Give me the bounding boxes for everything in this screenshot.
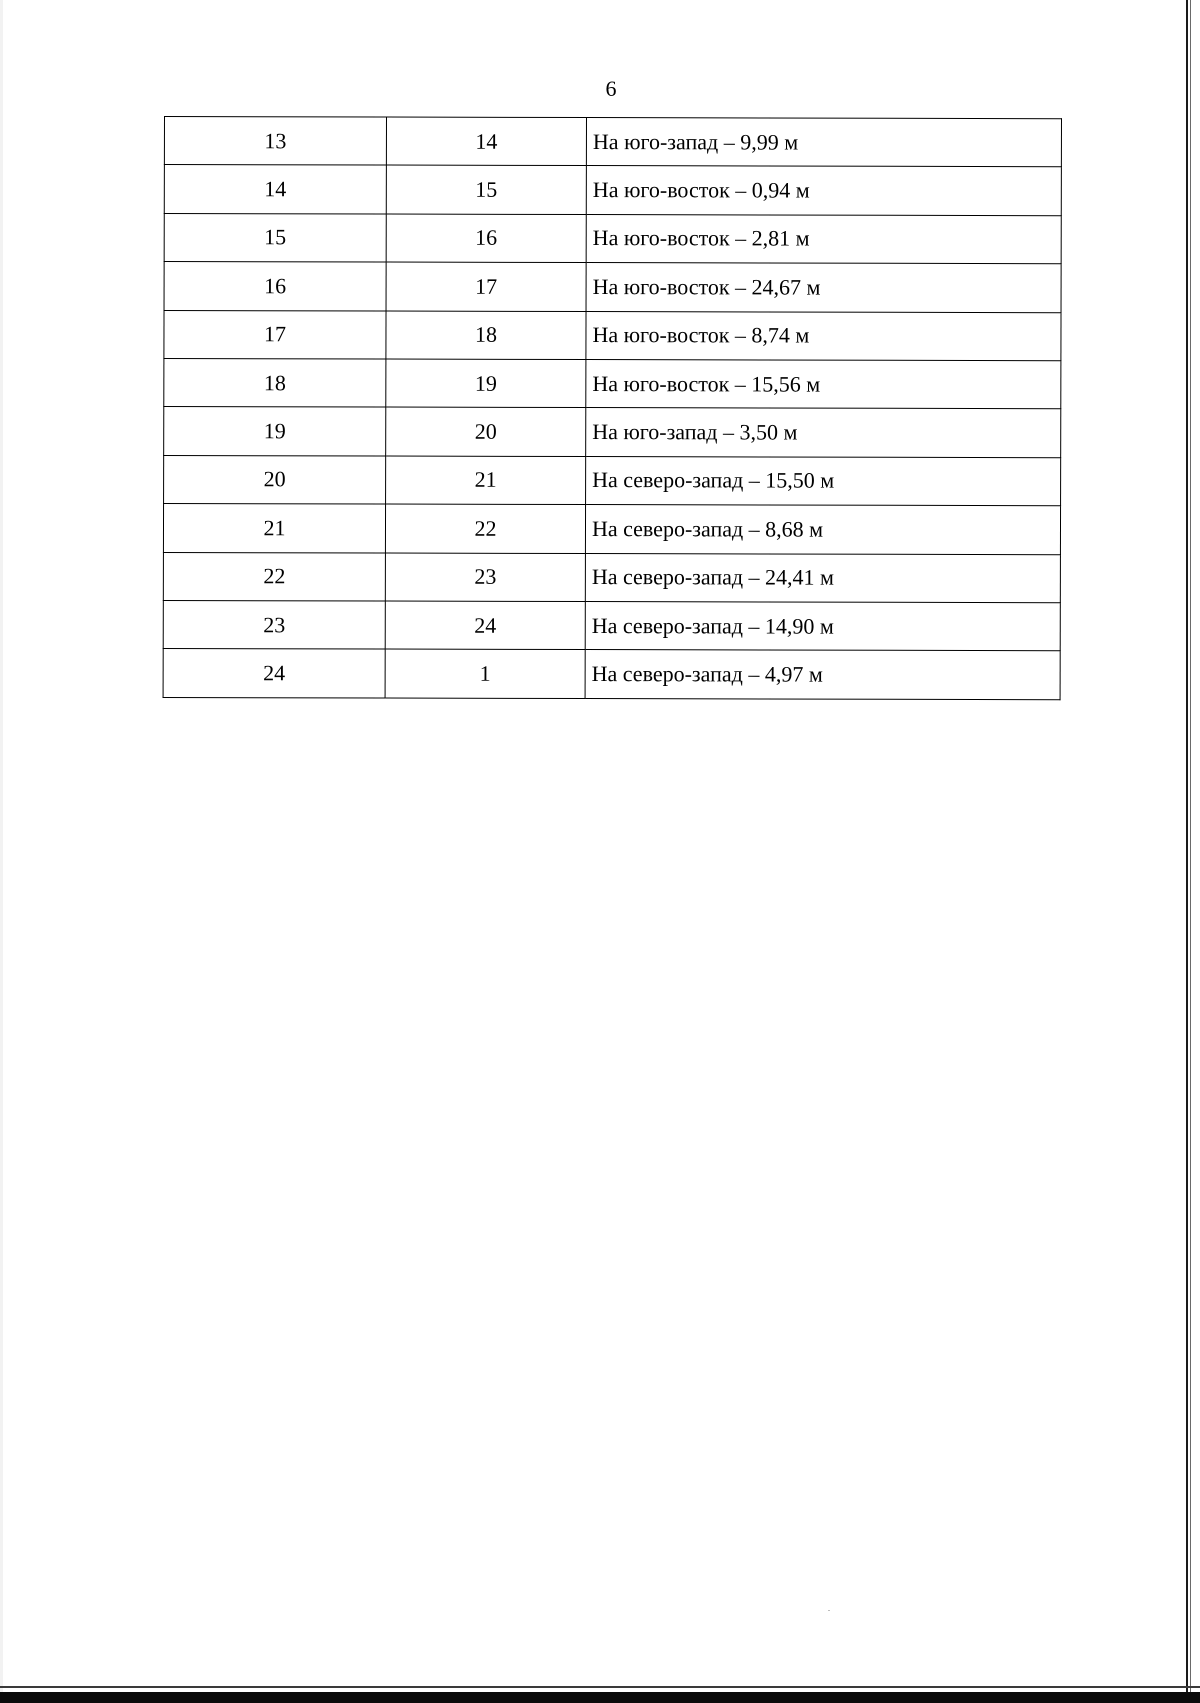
point-from-cell: 23	[163, 600, 385, 649]
direction-distance-cell: На юго-запад – 3,50 м	[586, 408, 1061, 458]
point-to-cell: 15	[386, 165, 586, 214]
scan-speck	[828, 1610, 830, 1611]
point-from-cell: 22	[163, 552, 385, 601]
point-to-cell: 17	[386, 262, 586, 311]
point-to-cell: 14	[386, 117, 586, 166]
point-to-cell: 1	[385, 649, 585, 698]
direction-distance-cell: На юго-восток – 8,74 м	[586, 311, 1061, 361]
scan-edge-left	[0, 0, 3, 1703]
point-from-cell: 14	[164, 165, 386, 214]
direction-distance-cell: На юго-восток – 0,94 м	[586, 166, 1061, 216]
point-from-cell: 18	[164, 358, 386, 407]
table-row	[163, 649, 1060, 700]
point-to-cell: 24	[385, 601, 585, 650]
table-row	[164, 117, 1061, 168]
direction-distance-cell: На северо-запад – 24,41 м	[585, 553, 1060, 603]
table-row	[164, 262, 1061, 313]
boundary-table	[163, 116, 1062, 700]
page-number: 6	[605, 76, 617, 101]
point-from-cell: 16	[164, 262, 386, 311]
point-to-cell: 16	[386, 214, 586, 263]
point-to-cell: 18	[386, 311, 586, 360]
point-from-cell: 20	[164, 455, 386, 504]
point-from-cell: 24	[163, 649, 385, 698]
table-row	[164, 358, 1061, 409]
table-row	[164, 455, 1061, 506]
point-from-cell: 19	[164, 407, 386, 456]
scan-edge-right-thin	[1190, 0, 1191, 1703]
table-row	[164, 407, 1061, 458]
scan-edge-bottom-thin	[0, 1686, 1200, 1688]
point-from-cell: 15	[164, 213, 386, 262]
point-to-cell: 19	[386, 359, 586, 408]
point-from-cell: 21	[163, 504, 385, 553]
scan-edge-bottom	[0, 1692, 1200, 1703]
direction-distance-cell: На северо-запад – 8,68 м	[585, 505, 1060, 555]
point-to-cell: 21	[386, 456, 586, 505]
point-from-cell: 17	[164, 310, 386, 359]
direction-distance-cell: На юго-восток – 24,67 м	[586, 263, 1061, 313]
table-row	[163, 600, 1060, 651]
table-row	[163, 504, 1060, 555]
point-to-cell: 20	[386, 407, 586, 456]
table-row	[164, 310, 1061, 361]
point-to-cell: 23	[385, 553, 585, 602]
table-row	[163, 552, 1060, 603]
point-to-cell: 22	[385, 504, 585, 553]
point-from-cell: 13	[164, 117, 386, 166]
direction-distance-cell: На северо-запад – 4,97 м	[585, 650, 1060, 700]
table-row	[164, 165, 1061, 216]
direction-distance-cell: На юго-запад – 9,99 м	[586, 118, 1061, 168]
table-row	[164, 213, 1061, 264]
direction-distance-cell: На северо-запад – 14,90 м	[585, 601, 1060, 651]
direction-distance-cell: На юго-восток – 15,56 м	[586, 359, 1061, 409]
direction-distance-cell: На северо-запад – 15,50 м	[586, 456, 1061, 506]
scan-edge-right	[1186, 0, 1188, 1703]
direction-distance-cell: На юго-восток – 2,81 м	[586, 214, 1061, 264]
